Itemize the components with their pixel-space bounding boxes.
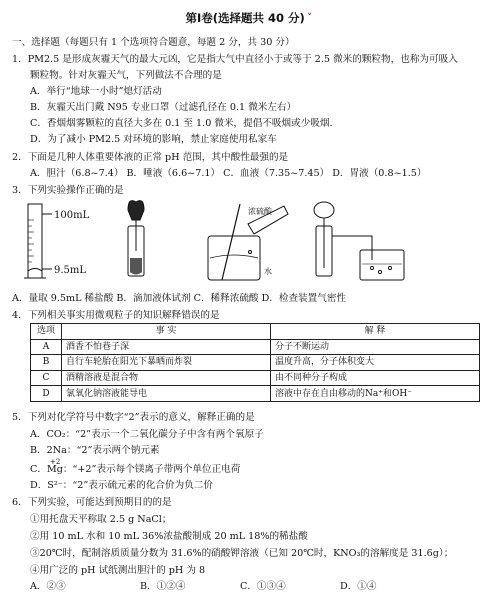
q2-options: A．胆汁（6.8~7.4） B．唾液（6.6~7.1） C．血液（7.35~7.45） D．胃液（0.8~1.5） — [30, 168, 427, 179]
dropper-test-tube-icon — [128, 201, 144, 276]
q6-item-1: ①用托盘天平称取 2.5 g NaCl； — [30, 514, 172, 525]
q5-option-c-superscript: +2 — [50, 458, 61, 466]
q1-stem-line2: 颗粒物。针对灰霾天气，下列做法不合理的是 — [30, 70, 222, 81]
q2-stem: 2．下面是几种人体重要体液的正常 pH 范围，其中酸性最强的是 — [12, 152, 289, 163]
label-concentrated-acid: 浓硫酸 — [248, 207, 272, 216]
q5-option-c: C．Mg：“+2”表示每个镁离子带两个单位正电荷 — [30, 464, 241, 475]
q6-option-b: B．①②④ — [140, 581, 186, 592]
airtightness-check-icon — [314, 202, 404, 280]
table-row — [31, 339, 480, 355]
page-title — [0, 10, 498, 26]
q1-option-d: D．为了减小 PM2.5 对环境的影响，禁止家庭使用私家车 — [30, 134, 277, 145]
title-text: 第Ⅰ卷(选择题共 40 分) — [185, 11, 305, 25]
q4-table — [30, 323, 480, 402]
row-explanation: 分子不断运动 — [271, 339, 480, 355]
table-row — [31, 386, 480, 402]
row-option: C — [31, 370, 62, 386]
q6-item-4: ④用广泛的 pH 试纸测出胆汁的 pH 为 8 — [30, 565, 206, 576]
q1-option-b: B．灰霾天出门戴 N95 专业口罩（过滤孔径在 0.1 微米左右） — [30, 102, 297, 113]
q6-option-c: C．①③④ — [240, 581, 286, 592]
header-explanation: 解 释 — [271, 324, 480, 340]
row-fact: 自行车轮胎在阳光下暴晒而炸裂 — [62, 355, 271, 371]
q5-option-d: D．S²⁻：“2”表示硫元素的化合价为负二价 — [30, 480, 213, 491]
q5-stem: 5．下列对化学符号中数字“2”表示的意义，解释正确的是 — [12, 412, 255, 423]
q3-options: A．量取 9.5mL 稀盐酸 B．滴加液体试剂 C．稀释浓硫酸 D．检查装置气密性 — [12, 293, 347, 304]
table-header-row — [31, 324, 480, 340]
row-option: A — [31, 339, 62, 355]
q5-option-a: A．CO₂：“2”表示一个二氧化碳分子中含有两个氧原子 — [30, 429, 264, 440]
row-fact: 酒香不怕巷子深 — [62, 339, 271, 355]
header-option: 选项 — [31, 324, 62, 340]
q1-option-c: C．香烟烟雾颗粒的直径大多在 0.1 至 1.0 微米，提倡不吸烟或少吸烟. — [30, 118, 333, 129]
q6-option-a: A．②③ — [30, 581, 66, 592]
row-explanation: 溶液中存在自由移动的Na⁺和OH⁻ — [271, 386, 480, 402]
red-mark-icon: ˇ — [306, 11, 313, 25]
q6-item-3: ③20℃时，配制溶质质量分数为 31.6%的硝酸钾溶液（已知 20℃时，KNO₃的溶解度是 31.6g）； — [30, 548, 454, 559]
section-heading: 一、选择题（每题只有 1 个选项符合题意，每题 2 分，共 30 分） — [12, 37, 295, 48]
q6-option-d: D．①④ — [340, 581, 377, 592]
label-9-5ml: 9.5mL — [54, 265, 87, 276]
row-fact: 氯氧化钠溶液能导电 — [62, 386, 271, 402]
row-option: D — [31, 386, 62, 402]
row-fact: 酒精溶液是混合物 — [62, 370, 271, 386]
row-explanation: 温度升高，分子体积变大 — [271, 355, 480, 371]
q4-stem: 4．下列相关事实用微观粒子的知识解释错误的是 — [12, 310, 220, 321]
table-row — [31, 370, 480, 386]
row-explanation: 由不同种分子构成 — [271, 370, 480, 386]
label-water: 水 — [264, 267, 272, 276]
q1-stem-line1: 1．PM2.5 是形成灰霾天气的最大元凶，它是指大气中直径小于或等于 2.5 微米的颗粒物，也称为可吸入 — [12, 54, 458, 65]
q6-stem: 6．下列实验，可能达到预期目的的是 — [12, 497, 172, 508]
q5-option-b: B．2Na：“2”表示两个钠元素 — [30, 445, 160, 456]
label-100ml: 100mL — [54, 210, 90, 221]
q6-item-2: ②用 10 mL 水和 10 mL 36%浓盐酸制成 20 mL 18%的稀盐酸 — [30, 531, 308, 542]
graduated-cylinder-icon — [24, 204, 52, 278]
table-row — [31, 355, 480, 371]
q3-stem: 3．下列实验操作正确的是 — [12, 185, 124, 196]
header-fact: 事 实 — [62, 324, 271, 340]
row-option: B — [31, 355, 62, 371]
q1-option-a: A．举行“地球一小时”熄灯活动 — [30, 86, 162, 97]
